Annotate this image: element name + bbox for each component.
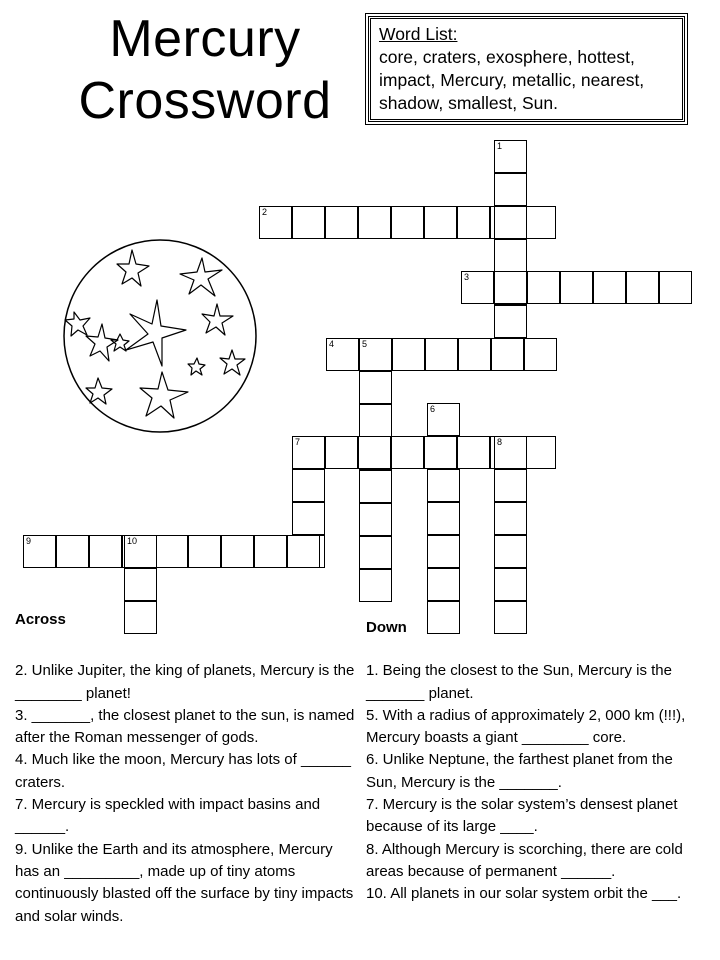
clue-down-6: 6. Unlike Neptune, the farthest planet from the Sun, Mercury is the _______. xyxy=(366,751,673,791)
grid-cell[interactable] xyxy=(494,436,527,469)
clue-across-7: 7. Mercury is speckled with impact basins and ______. xyxy=(15,796,321,836)
clue-number: 1 xyxy=(497,141,503,151)
grid-cell[interactable] xyxy=(424,436,457,469)
title-line-1: Mercury xyxy=(109,10,301,68)
grid-cell[interactable] xyxy=(155,535,188,568)
grid-cell[interactable] xyxy=(427,535,460,568)
grid-cell[interactable] xyxy=(23,535,56,568)
grid-cell[interactable] xyxy=(392,338,425,371)
down-heading: Down xyxy=(366,619,407,636)
grid-cell[interactable] xyxy=(391,436,424,469)
grid-cell[interactable] xyxy=(494,305,527,338)
grid-cell[interactable] xyxy=(359,536,392,569)
grid-cell[interactable] xyxy=(494,271,527,304)
grid-cell[interactable] xyxy=(292,206,325,239)
grid-cell[interactable] xyxy=(494,239,527,272)
planet-illustration-icon xyxy=(62,238,258,434)
grid-cell[interactable] xyxy=(523,436,556,469)
grid-cell[interactable] xyxy=(287,535,320,568)
across-clues xyxy=(15,609,355,928)
grid-cell[interactable] xyxy=(427,469,460,502)
grid-cell[interactable] xyxy=(359,569,392,602)
grid-cell[interactable] xyxy=(461,271,494,304)
page-title xyxy=(40,8,370,132)
grid-cell[interactable] xyxy=(494,535,527,568)
grid-cell[interactable] xyxy=(89,535,122,568)
clue-down-7: 7. Mercury is the solar system’s densest planet because of its large ____. xyxy=(366,796,678,836)
down-clues xyxy=(366,617,706,906)
grid-cell[interactable] xyxy=(458,338,491,371)
across-heading: Across xyxy=(15,611,66,628)
grid-cell[interactable] xyxy=(424,206,457,239)
grid-cell[interactable] xyxy=(427,568,460,601)
grid-cell[interactable] xyxy=(494,206,527,239)
grid-cell[interactable] xyxy=(359,338,392,371)
grid-cell[interactable] xyxy=(494,502,527,535)
grid-cell[interactable] xyxy=(325,436,358,469)
clue-across-3: 3. _______, the closest planet to the sun, is named after the Roman messenger of gods. xyxy=(15,706,355,747)
word-list-words: core, craters, exosphere, hottest, impact, Mercury, metallic, nearest, shadow, smallest, Sun. xyxy=(379,47,645,113)
grid-cell[interactable] xyxy=(325,206,358,239)
clue-across-2: 2. Unlike Jupiter, the king of planets, Mercury is the ________ planet! xyxy=(15,662,355,702)
grid-cell[interactable] xyxy=(523,206,556,239)
grid-cell[interactable] xyxy=(259,206,292,239)
clue-number: 6 xyxy=(430,404,436,414)
clue-down-10: 10. All planets in our solar system orbit the ___. xyxy=(366,885,682,903)
grid-cell[interactable] xyxy=(188,535,221,568)
grid-cell[interactable] xyxy=(292,469,325,502)
grid-cell[interactable] xyxy=(457,206,490,239)
grid-cell[interactable] xyxy=(124,568,157,601)
grid-cell[interactable] xyxy=(292,502,325,535)
grid-cell[interactable] xyxy=(292,436,325,469)
clue-down-1: 1. Being the closest to the Sun, Mercury is the _______ planet. xyxy=(366,662,672,702)
grid-cell[interactable] xyxy=(359,470,392,503)
grid-cell[interactable] xyxy=(494,173,527,206)
grid-cell[interactable] xyxy=(56,535,89,568)
grid-cell[interactable] xyxy=(425,338,458,371)
grid-cell[interactable] xyxy=(358,436,391,469)
grid-cell[interactable] xyxy=(494,140,527,173)
clue-down-5: 5. With a radius of approximately 2, 000 km (!!!), Mercury boasts a giant ________ core. xyxy=(366,706,686,747)
grid-cell[interactable] xyxy=(626,271,659,304)
grid-cell[interactable] xyxy=(527,271,560,304)
word-list-box xyxy=(368,16,685,122)
clue-across-4: 4. Much like the moon, Mercury has lots of ______ craters. xyxy=(15,751,352,791)
clue-number: 10 xyxy=(127,536,138,546)
clue-number: 5 xyxy=(362,339,368,349)
grid-cell[interactable] xyxy=(659,271,692,304)
grid-cell[interactable] xyxy=(124,535,157,568)
clue-number: 2 xyxy=(262,207,268,217)
clue-across-9: 9. Unlike the Earth and its atmosphere, Mercury has an _________, made up of tiny atoms continuously blasted off the surface by tiny impacts and solar winds. xyxy=(15,840,354,925)
grid-cell[interactable] xyxy=(221,535,254,568)
grid-cell[interactable] xyxy=(359,503,392,536)
clue-number: 4 xyxy=(329,339,335,349)
grid-cell[interactable] xyxy=(391,206,424,239)
grid-cell[interactable] xyxy=(491,338,524,371)
grid-cell[interactable] xyxy=(560,271,593,304)
grid-cell[interactable] xyxy=(524,338,557,371)
clue-number: 8 xyxy=(497,437,503,447)
word-list-heading: Word List: xyxy=(379,24,458,44)
grid-cell[interactable] xyxy=(326,338,359,371)
grid-cell[interactable] xyxy=(427,403,460,436)
title-line-2: Crossword xyxy=(78,72,332,130)
grid-cell[interactable] xyxy=(358,206,391,239)
grid-cell[interactable] xyxy=(427,502,460,535)
grid-cell[interactable] xyxy=(359,371,392,404)
grid-cell[interactable] xyxy=(494,469,527,502)
clue-down-8: 8. Although Mercury is scorching, there are cold areas because of permanent ______. xyxy=(366,840,683,880)
clue-number: 3 xyxy=(464,272,470,282)
clue-number: 9 xyxy=(26,536,32,546)
grid-cell[interactable] xyxy=(254,535,287,568)
grid-cell[interactable] xyxy=(494,568,527,601)
grid-cell[interactable] xyxy=(359,404,392,437)
clue-number: 7 xyxy=(295,437,301,447)
grid-cell[interactable] xyxy=(593,271,626,304)
grid-cell[interactable] xyxy=(457,436,490,469)
